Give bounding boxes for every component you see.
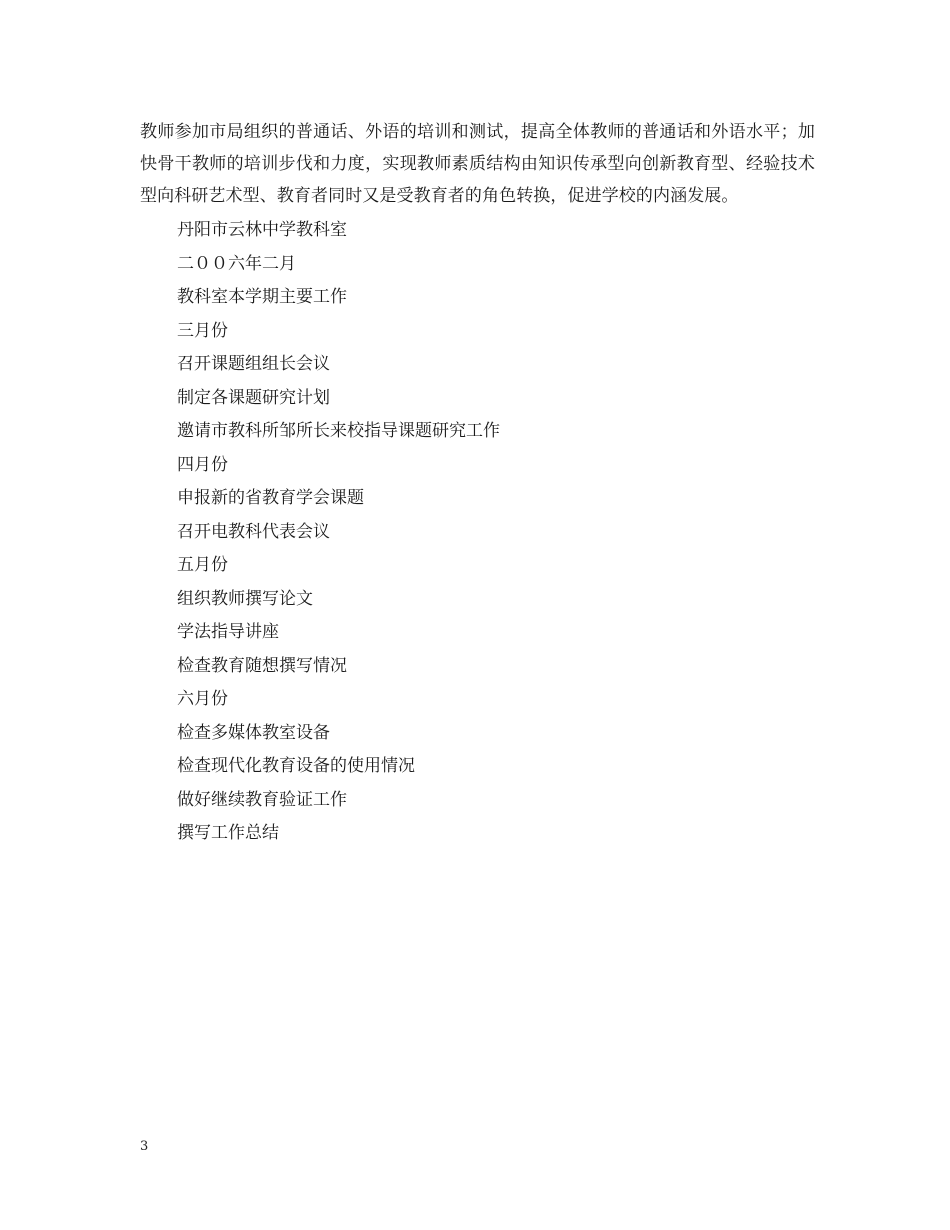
task-item: 撰写工作总结: [177, 823, 279, 843]
task-item: 学法指导讲座: [177, 622, 279, 642]
task-item: 检查教育随想撰写情况: [177, 655, 347, 676]
task-item: 邀请市教科所邹所长来校指导课题研究工作: [177, 421, 500, 441]
task-item: 召开课题组组长会议: [177, 354, 330, 374]
line-list: [140, 214, 815, 851]
month-heading: 三月份: [177, 320, 228, 341]
body-paragraph: 教师参加市局组织的普通话、外语的培训和测试，提高全体教师的普通话和外语水平；加快骨干教师的培训步伐和力度，实现教师素质结构由知识传承型向创新教育型、经验技术型向科研艺术型、教育者同时又是受教育者的角色转换，促进学校的内涵发展。: [140, 122, 815, 206]
plan-title: 教科室本学期主要工作: [177, 287, 347, 307]
task-item: 制定各课题研究计划: [177, 387, 330, 408]
task-item: 申报新的省教育学会课题: [177, 488, 364, 508]
signature-date: 二００六年二月: [177, 253, 296, 274]
task-item: 组织教师撰写论文: [177, 588, 313, 609]
task-item: 检查多媒体教室设备: [177, 722, 330, 743]
document-body: [140, 116, 815, 851]
month-heading: 六月份: [177, 689, 228, 709]
signature-org: 丹阳市云林中学教科室: [177, 220, 347, 240]
month-heading: 四月份: [177, 454, 228, 475]
task-item: 召开电教科代表会议: [177, 521, 330, 542]
task-item: 检查现代化教育设备的使用情况: [177, 756, 415, 776]
page-number: 3: [140, 1139, 149, 1154]
month-heading: 五月份: [177, 555, 228, 575]
task-item: 做好继续教育验证工作: [177, 789, 347, 810]
